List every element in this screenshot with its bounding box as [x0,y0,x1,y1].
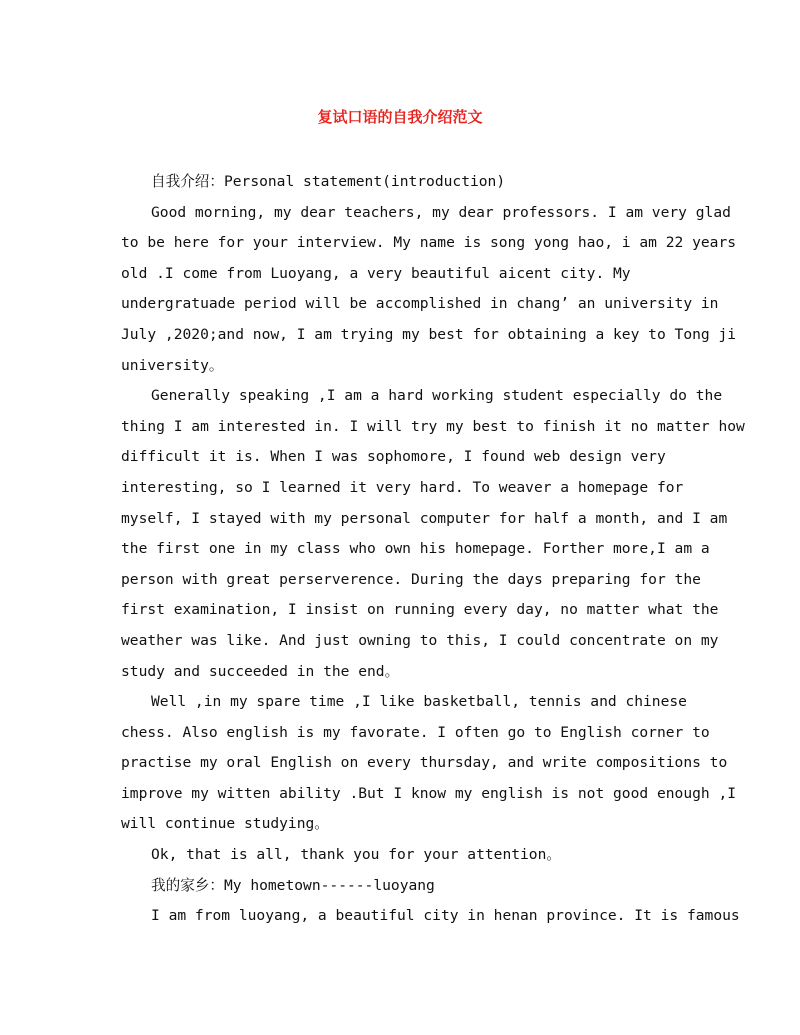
text-line: 自我介绍：Personal statement(introduction) [151,173,506,190]
text-line: will continue studying。 [121,815,329,833]
text-line: old .I come from Luoyang, a very beautiful aicent city. My [121,264,631,282]
document-body [121,167,745,932]
text-line: I am from luoyang, a beautiful city in henan province. It is famous [151,907,740,925]
text-line: university。 [121,356,224,374]
text-line: thing I am interested in. I will try my best to finish it no matter how [121,417,745,435]
text-line: myself, I stayed with my personal computer for half a month, and I am [121,509,728,527]
text-line: study and succeeded in the end。 [121,662,400,680]
text-line: interesting, so I learned it very hard. To weaver a homepage for [121,478,684,496]
text-line: person with great perserverence. During the days preparing for the [121,570,701,588]
text-line: Well ,in my spare time ,I like basketball, tennis and chinese [151,693,687,711]
text-line: difficult it is. When I was sophomore, I found web design very [121,448,666,466]
text-line: to be here for your interview. My name is song yong hao, i am 22 years [121,234,737,252]
text-line: July ,2020;and now, I am trying my best for obtaining a key to Tong ji [121,325,737,343]
text-line: undergratuade period will be accomplished in chang’ an university in [121,295,719,313]
text-line: Ok, that is all, thank you for your attention。 [151,846,561,864]
text-line: improve my witten ability .But I know my english is not good enough ,I [121,784,737,802]
text-line: practise my oral English on every thursday, and write compositions to [121,754,728,772]
document-title: 复试口语的自我介绍范文 [317,108,483,126]
text-line: the first one in my class who own his homepage. Forther more,I am a [121,540,710,558]
text-line: chess. Also english is my favorate. I often go to English corner to [121,723,710,741]
text-line: first examination, I insist on running every day, no matter what the [121,601,719,619]
text-line: weather was like. And just owning to this, I could concentrate on my [121,631,719,649]
text-line: Good morning, my dear teachers, my dear professors. I am very glad [151,203,731,221]
text-line: 我的家乡：My hometown------luoyang [151,876,435,894]
text-line: Generally speaking ,I am a hard working student especially do the [151,387,723,405]
